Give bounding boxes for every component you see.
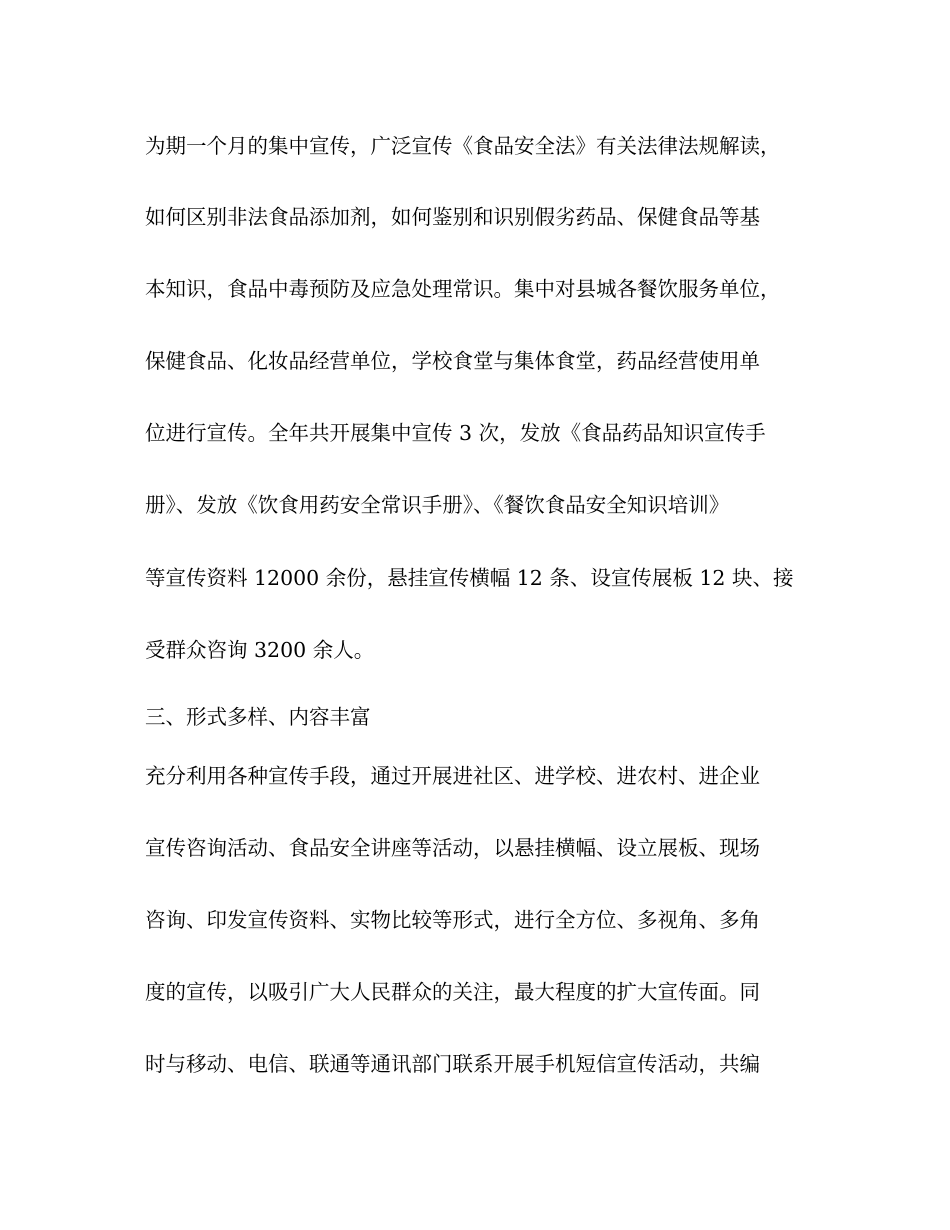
section-heading: 三、形式多样、内容丰富	[145, 705, 371, 729]
paragraph-line: 咨询、印发宣传资料、实物比较等形式，进行全方位、多视角、多角	[145, 908, 760, 932]
paragraph-line: 充分利用各种宣传手段，通过开展进社区、进学校、进农村、进企业	[145, 764, 760, 788]
paragraph-line: 保健食品、化妆品经营单位，学校食堂与集体食堂，药品经营使用单	[145, 349, 760, 373]
paragraph-line: 如何区别非法食品添加剂，如何鉴别和识别假劣药品、保健食品等基	[145, 205, 760, 229]
paragraph-line: 位进行宣传。全年共开展集中宣传 3 次，发放《食品药品知识宣传手	[145, 421, 766, 445]
paragraph-line: 时与移动、电信、联通等通讯部门联系开展手机短信宣传活动，共编	[145, 1052, 760, 1076]
paragraph-line: 等宣传资料 12000 余份，悬挂宣传横幅 12 条、设宣传展板 12 块、接	[145, 566, 794, 590]
paragraph-line: 受群众咨询 3200 余人。	[145, 638, 375, 662]
paragraph-line: 本知识，食品中毒预防及应急处理常识。集中对县城各餐饮服务单位，	[145, 277, 781, 301]
paragraph-line: 度的宣传，以吸引广大人民群众的关注，最大程度的扩大宣传面。同	[145, 980, 760, 1004]
paragraph-line: 册》、发放《饮食用药安全常识手册》、《餐饮食品安全知识培训》	[145, 493, 730, 517]
paragraph-line: 为期一个月的集中宣传，广泛宣传《食品安全法》有关法律法规解读，	[145, 134, 781, 158]
paragraph-line: 宣传咨询活动、食品安全讲座等活动，以悬挂横幅、设立展板、现场	[145, 836, 760, 860]
